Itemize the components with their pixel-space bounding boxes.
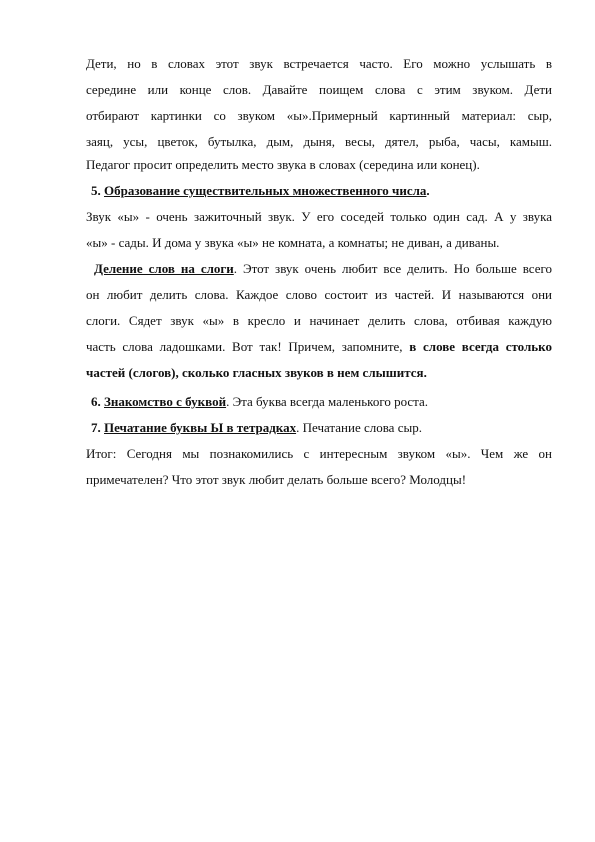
paragraph-line: середине или конце слов. Давайте поищем слова с этим звуком. Дети [86,82,552,97]
section-number: 5. [91,183,104,198]
paragraph-line: Дети, но в словах этот звук встречается часто. Его можно услышать в [86,56,552,71]
syllable-rule-start: в слове всегда столько [409,339,552,354]
paragraph-line: заяц, усы, цветок, бутылка, дым, дыня, весы, дятел, рыба, часы, камыш. [86,134,552,149]
paragraph-line-mixed [86,337,552,357]
paragraph-line: Педагог просит определить место звука в словах (середина или конец). [86,157,480,172]
section-title: Образование существительных множественного числа [104,183,427,198]
section-number: 6. [91,394,104,409]
summary-line: примечателен? Что этот звук любит делать больше всего? Молодцы! [86,472,467,487]
paragraph-line: он любит делить слова. Каждое слово состоит из частей. И называются они [86,287,552,302]
paragraph-text: часть слова ладошками. Вот так! Причем, запомните, [86,339,410,354]
syllable-rule-end: частей (слогов), сколько гласных звуков в нем слышится. [86,365,427,380]
section-title: Знакомство с буквой [104,394,227,409]
syllable-heading: Деление слов на слоги [94,261,234,276]
section-text: . Печатание слова сыр. [296,420,422,435]
syllable-text: . Этот звук очень любит все делить. Но больше всего [233,261,552,276]
section-text: . Эта буква всегда маленького роста. [226,394,429,409]
summary-line: Итог: Сегодня мы познакомились с интересным звуком «ы». Чем же он [86,446,552,461]
section-7-heading [91,418,557,438]
paragraph-line: «ы» - сады. И дома у звука «ы» не комната, а комнаты; не диван, а диваны. [86,235,500,250]
section-5-heading [91,181,557,201]
section-title-end: . [426,183,430,198]
section-number: 7. [91,420,104,435]
section-title: Печатание буквы Ы в тетрадках [104,420,297,435]
paragraph-line: слоги. Сядет звук «ы» в кресло и начинает делить слова, отбивая каждую [86,313,552,328]
paragraph-line: отбирают картинки со звуком «ы».Примерный картинный материал: сыр, [86,108,552,123]
syllable-heading-line [94,259,552,279]
paragraph-line: Звук «ы» - очень зажиточный звук. У его соседей только один сад. А у звука [86,209,552,224]
section-6-heading [91,392,557,412]
